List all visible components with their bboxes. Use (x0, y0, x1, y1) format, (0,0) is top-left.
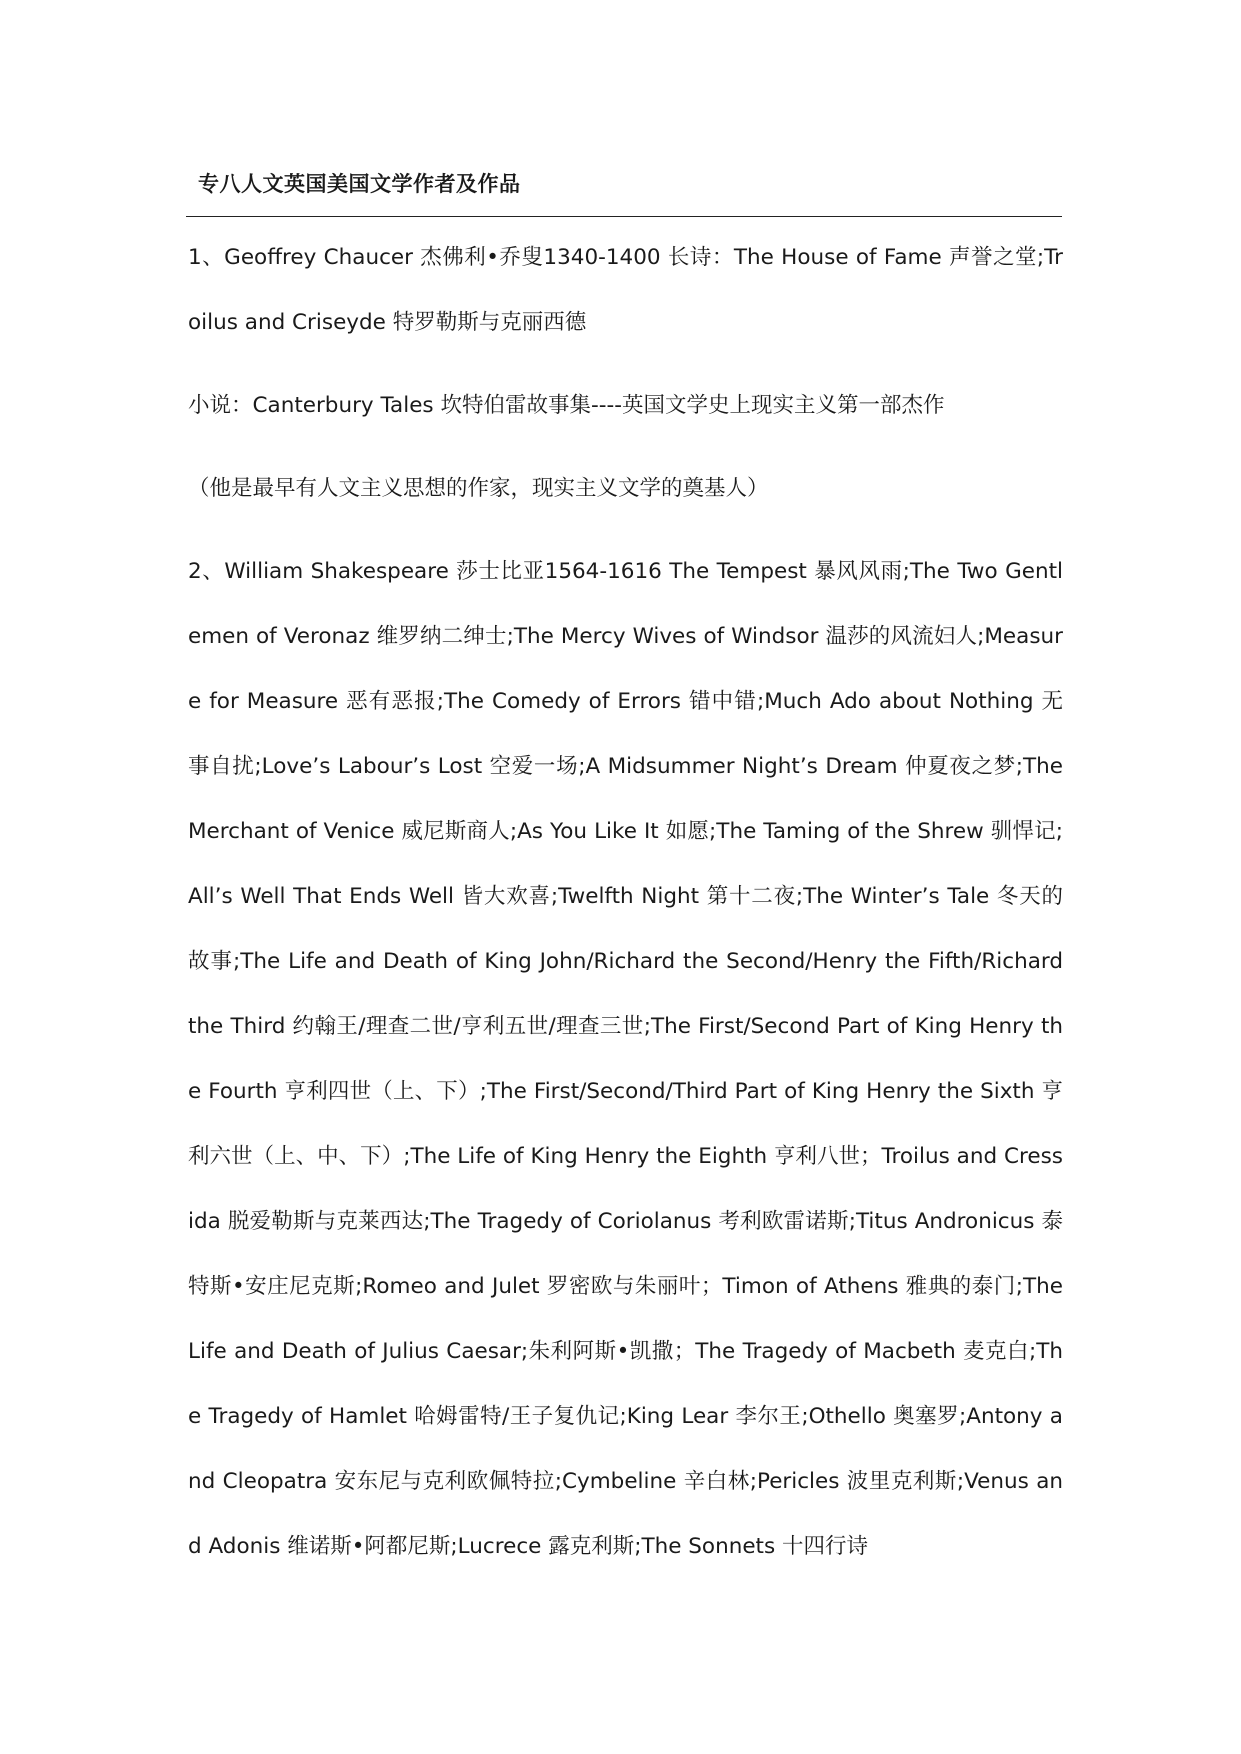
paragraph-chaucer-note: （他是最早有人文主义思想的作家，现实主义文学的奠基人） (188, 476, 769, 501)
document-body (188, 225, 1063, 1579)
paragraph-chaucer-novel: 小说：Canterbury Tales 坎特伯雷故事集----英国文学史上现实主义第一部杰作 (188, 393, 945, 418)
paragraph-chaucer-poems: 1、Geoffrey Chaucer 杰佛利•乔叟1340-1400 长诗：The House of Fame 声誉之堂;Troilus and Criseyde 特罗勒斯与克丽西德 (188, 245, 1063, 335)
page-header (186, 166, 1062, 217)
page-title: 专八人文英国美国文学作者及作品 (198, 172, 521, 196)
paragraph-shakespeare-works: 2、William Shakespeare 莎士比亚1564-1616 The Tempest 暴风风雨;The Two Gentlemen of Veronaz 维罗纳二绅士;The Mercy Wives of Windsor 温莎的风流妇人;Measure for Measure 恶有恶报;The Comedy of Errors 错中错;Much Ado about Nothing 无事自扰;Love’s Labour’s Lost 空爱一场;A Midsummer Night’s Dream 仲夏夜之梦;The Merchant of Venice 威尼斯商人;As You Like It 如愿;The Taming of the Shrew 驯悍记;All’s Well That Ends Well 皆大欢喜;Twelfth Night 第十二夜;The Winter’s Tale 冬天的故事;The Life and Death of King John/Richard the Second/Henry the Fifth/Richard the Third 约翰王/理查二世/亨利五世/理查三世;The First/Second Part of King Henry the Fourth 亨利四世（上、下）;The First/Second/Third Part of King Henry the Sixth 亨利六世（上、中、下）;The Life of King Henry the Eighth 亨利八世；Troilus and Cressida 脱爱勒斯与克莱西达;The Tragedy of Coriolanus 考利欧雷诺斯;Titus Andronicus 泰特斯•安庄尼克斯;Romeo and Julet 罗密欧与朱丽叶；Timon of Athens 雅典的泰门;The Life and Death of Julius Caesar;朱利阿斯•凯撒；The Tragedy of Macbeth 麦克白;The Tragedy of Hamlet 哈姆雷特/王子复仇记;King Lear 李尔王;Othello 奥塞罗;Antony and Cleopatra 安东尼与克利欧佩特拉;Cymbeline 辛白林;Pericles 波里克利斯;Venus and Adonis 维诺斯•阿都尼斯;Lucrece 露克利斯;The Sonnets 十四行诗 (188, 559, 1063, 1559)
header-divider (186, 216, 1062, 217)
